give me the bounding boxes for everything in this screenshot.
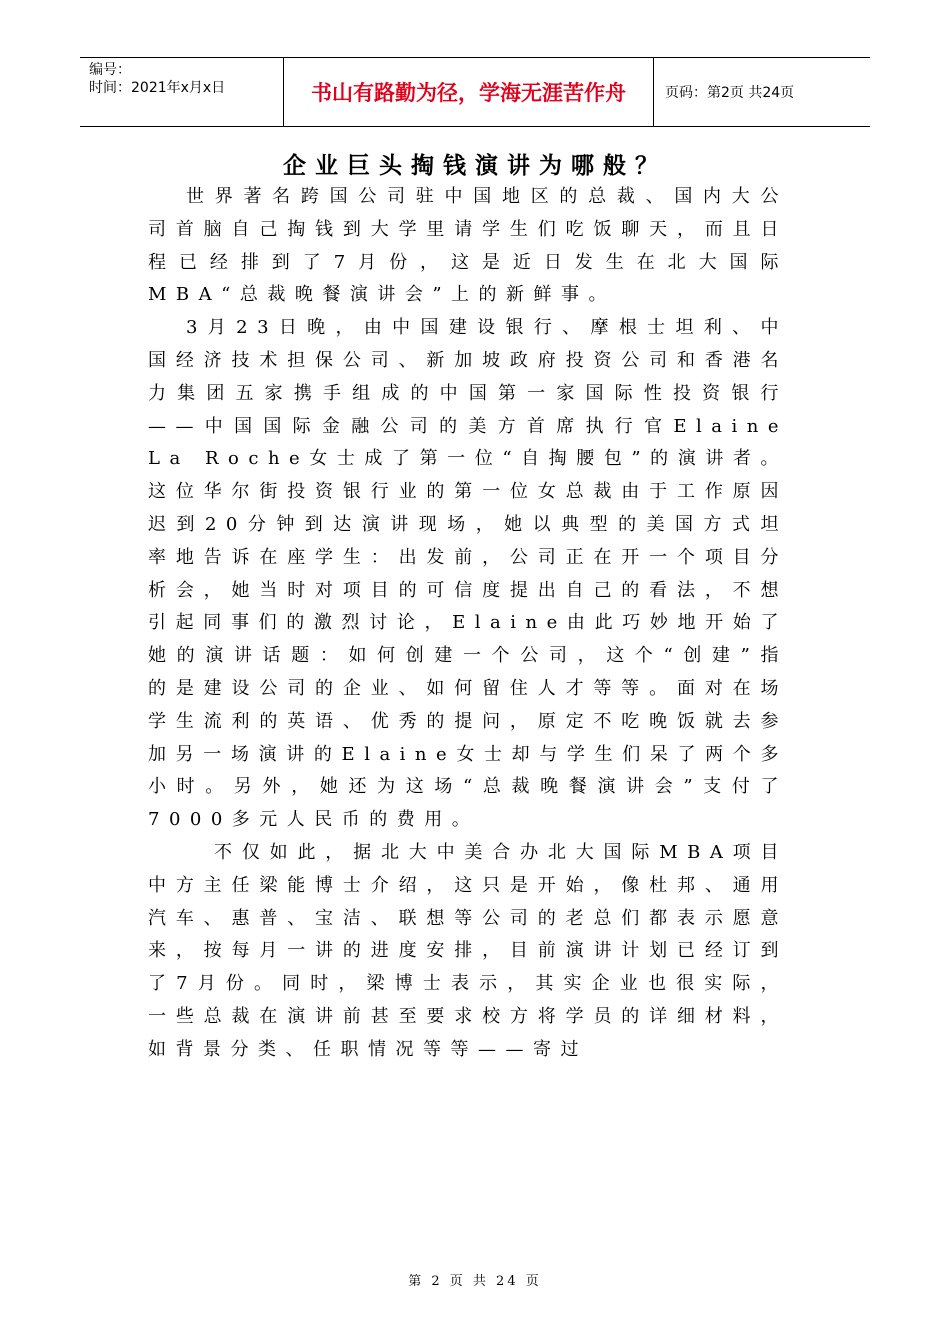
article-body [148, 181, 788, 1067]
header-motto: 书山有路勤为径，学海无涯苦作舟 [311, 81, 626, 105]
paragraph: 3月23日晚，由中国建设银行、摩根士坦利、中国经济技术担保公司、新加坡政府投资公司和香港名力集团五家携手组成的中国第一家国际性投资银行——中国国际金融公司的美方首席执行官Elaine La Roche女士成了第一位“自掏腰包”的演讲者。这位华尔街投资银行业的第一位女总裁由于工作原因迟到20分钟到达演讲现场，她以典型的美国方式坦率地告诉在座学生：出发前，公司正在开一个项目分析会，她当时对项目的可信度提出自己的看法，不想引起同事们的激烈讨论，Elaine由此巧妙地开始了她的演讲话题：如何创建一个公司，这个“创建”指的是建设公司的企业、如何留住人才等等。面对在场学生流利的英语、优秀的提问，原定不吃晚饭就去参加另一场演讲的Elaine女士却与学生们呆了两个多小时。另外，她还为这场“总裁晚餐演讲会”支付了7000多元人民币的费用。 [148, 317, 788, 831]
article-title: 企业巨头掏钱演讲为哪般？ [283, 153, 667, 179]
number-label: 编号： [89, 62, 131, 78]
paragraph: 世界著名跨国公司驻中国地区的总裁、国内大公司首脑自己掏钱到大学里请学生们吃饭聊天，而且日程已经排到了7月份，这是近日发生在北大国际MBA“总裁晚餐演讲会”上的新鲜事。 [148, 186, 788, 306]
page-footer: 第 2 页 共 24 页 [408, 1274, 542, 1289]
time-label: 时间：2021年x月x日 [89, 80, 226, 96]
header-page-code: 页码：第2页 共24页 [665, 85, 795, 101]
document-header [80, 57, 870, 127]
header-divider [653, 58, 654, 126]
paragraph: 不仅如此，据北大中美合办北大国际MBA项目中方主任梁能博士介绍，这只是开始，像杜邦、通用汽车、惠普、宝洁、联想等公司的老总们都表示愿意来，按每月一讲的进度安排，目前演讲计划已经订到了7月份。同时，梁博士表示，其实企业也很实际，一些总裁在演讲前甚至要求校方将学员的详细材料，如背景分类、任职情况等等——寄过 [148, 841, 788, 1060]
header-meta [89, 61, 225, 97]
